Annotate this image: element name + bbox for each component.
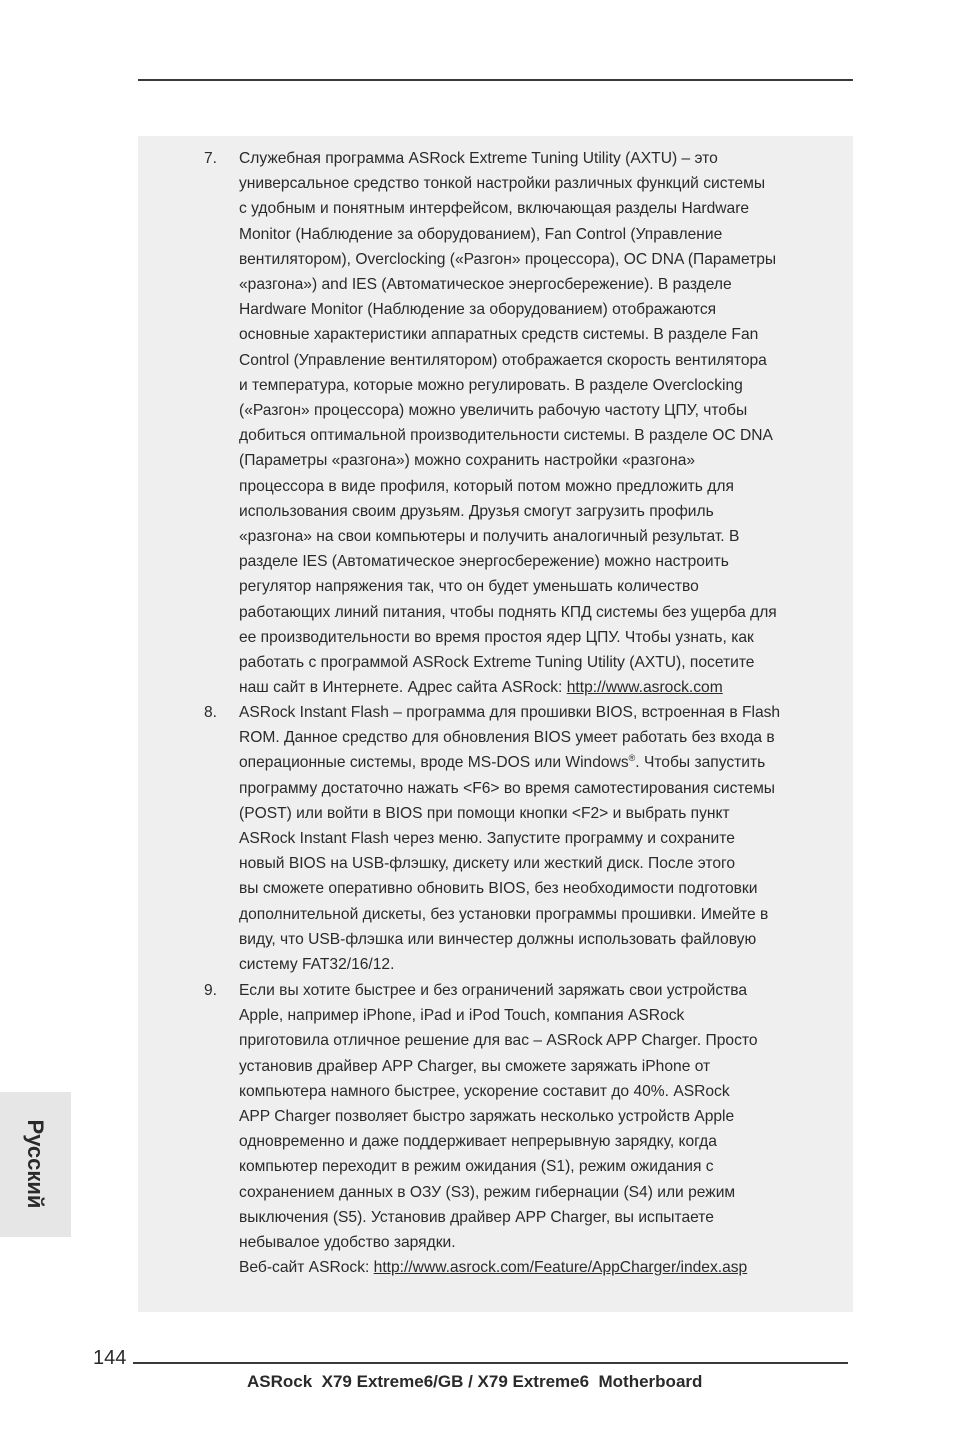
text-line: Apple, например iPhone, iPad и iPod Touch, компания ASRock [239,1007,685,1025]
item-9-lines [239,978,829,1255]
text-line: ROM. Данное средство для обновления BIOS умеет работать без входа в [239,729,775,747]
item-body [239,146,829,700]
text-line: универсальное средство тонкой настройки различных функций системы [239,175,766,193]
text-line: работать с программой ASRock Extreme Tuning Utility (AXTU), посетите [239,654,755,672]
text-span: . Чтобы запустить [635,754,766,772]
top-rule [138,79,853,81]
text-line: разделе IES (Автоматическое энергосбережение) можно настроить [239,553,729,571]
text-line: Hardware Monitor (Наблюдение за оборудованием) отображаются [239,301,717,319]
item-body [239,978,829,1280]
text-line: ее производительности во время простоя ядер ЦПУ. Чтобы узнать, как [239,628,754,646]
text-line: выключения (S5). Установив драйвер APP Charger, вы испытаете [239,1208,714,1226]
language-label: Русский [23,1119,48,1209]
registered-mark: ® [628,753,636,764]
website-label: Веб-сайт ASRock: [239,1259,374,1277]
text-line: установив драйвер APP Charger, вы сможете заряжать iPhone от [239,1057,711,1075]
text-line: процессора в виде профиля, который потом можно предложить для [239,477,734,495]
text-line: сохранением данных в ОЗУ (S3), режим гибернации (S4) или режим [239,1183,736,1201]
item-8-windows-line [239,750,829,775]
site-address-label: наш сайт в Интернете. Адрес сайта ASRock: [239,679,567,697]
item-8-lines-after [239,776,829,978]
text-line: регулятор напряжения так, что он будет уменьшать количество [239,578,699,596]
bottom-rule [133,1362,848,1364]
item-number: 7. [204,150,218,167]
text-line: небывалое удобство зарядки. [239,1234,456,1252]
text-line: систему FAT32/16/12. [239,956,395,974]
text-line: Control (Управление вентилятором) отображается скорость вентилятора [239,351,767,369]
text-line: Monitor (Наблюдение за оборудованием), Fan Control (Управление [239,225,723,243]
text-line: программу достаточно нажать <F6> во время самотестирования системы [239,779,776,797]
item-7-last-line [239,675,829,700]
text-line: компьютера намного быстрее, ускорение составит до 40%. ASRock [239,1082,730,1100]
text-line: Служебная программа ASRock Extreme Tuning Utility (AXTU) – это [239,150,718,167]
text-line: основные характеристики аппаратных средств системы. В разделе Fan [239,326,759,344]
item-number: 9. [204,982,218,999]
text-line: вентилятором), Overclocking («Разгон» процессора), OC DNA (Параметры [239,250,777,268]
item-body [239,700,829,977]
app-charger-link[interactable]: http://www.asrock.com/Feature/AppCharger/index.asp [373,1259,748,1277]
text-line: приготовила отличное решение для вас – ASRock APP Charger. Просто [239,1032,758,1050]
content-panel [138,136,853,1312]
text-line: компьютер переходит в режим ожидания (S1), режим ожидания с [239,1158,714,1176]
text-line: и температура, которые можно регулировать. В разделе Overclocking [239,376,743,394]
text-line: одновременно и даже поддерживает непрерывную зарядку, когда [239,1133,717,1151]
text-line: (Параметры «разгона») можно сохранить настройки «разгона» [239,452,696,470]
text-line: «разгона» на свои компьютеры и получить аналогичный результат. В [239,528,740,546]
text-line: (POST) или войти в BIOS при помощи кнопки <F2> и выбрать пункт [239,804,730,822]
text-line: вы сможете оперативно обновить BIOS, без необходимости подготовки [239,880,758,898]
item-7-lines [239,146,829,675]
text-line: Если вы хотите быстрее и без ограничений заряжать свои устройства [239,982,748,999]
text-line: виду, что USB-флэшка или винчестер должны использовать файловую [239,930,757,948]
page-number: 144 [93,1347,127,1369]
text-line: использования своим друзьям. Друзья смогут загрузить профиль [239,502,714,520]
item-number: 8. [204,704,218,721]
text-line: ASRock Instant Flash через меню. Запустите программу и сохраните [239,830,735,848]
text-line: «разгона») and IES (Автоматическое энергосбережение). В разделе [239,276,732,294]
text-span: операционные системы, вроде MS-DOS или Windows [239,754,629,772]
item-9-last-line [239,1255,829,1280]
text-line: новый BIOS на USB-флэшку, дискету или жесткий диск. После этого [239,855,736,873]
text-line: добиться оптимальной производительности системы. В разделе OC DNA [239,427,773,445]
text-line: ASRock Instant Flash – программа для прошивки BIOS, встроенная в Flash [239,704,781,721]
footer-title: ASRock X79 Extreme6/GB / X79 Extreme6 Motherboard [247,1372,703,1391]
text-line: APP Charger позволяет быстро заряжать несколько устройств Apple [239,1108,735,1126]
text-line: с удобным и понятным интерфейсом, включающая разделы Hardware [239,200,750,218]
asrock-website-link[interactable]: http://www.asrock.com [566,679,723,697]
text-line: работающих линий питания, чтобы поднять КПД системы без ущерба для [239,603,777,621]
text-line: дополнительной дискеты, без установки программы прошивки. Имейте в [239,905,769,923]
text-line: («Разгон» процессора) можно увеличить рабочую частоту ЦПУ, чтобы [239,402,748,420]
language-side-tab [0,1092,71,1237]
item-8-lines-before [239,700,829,750]
